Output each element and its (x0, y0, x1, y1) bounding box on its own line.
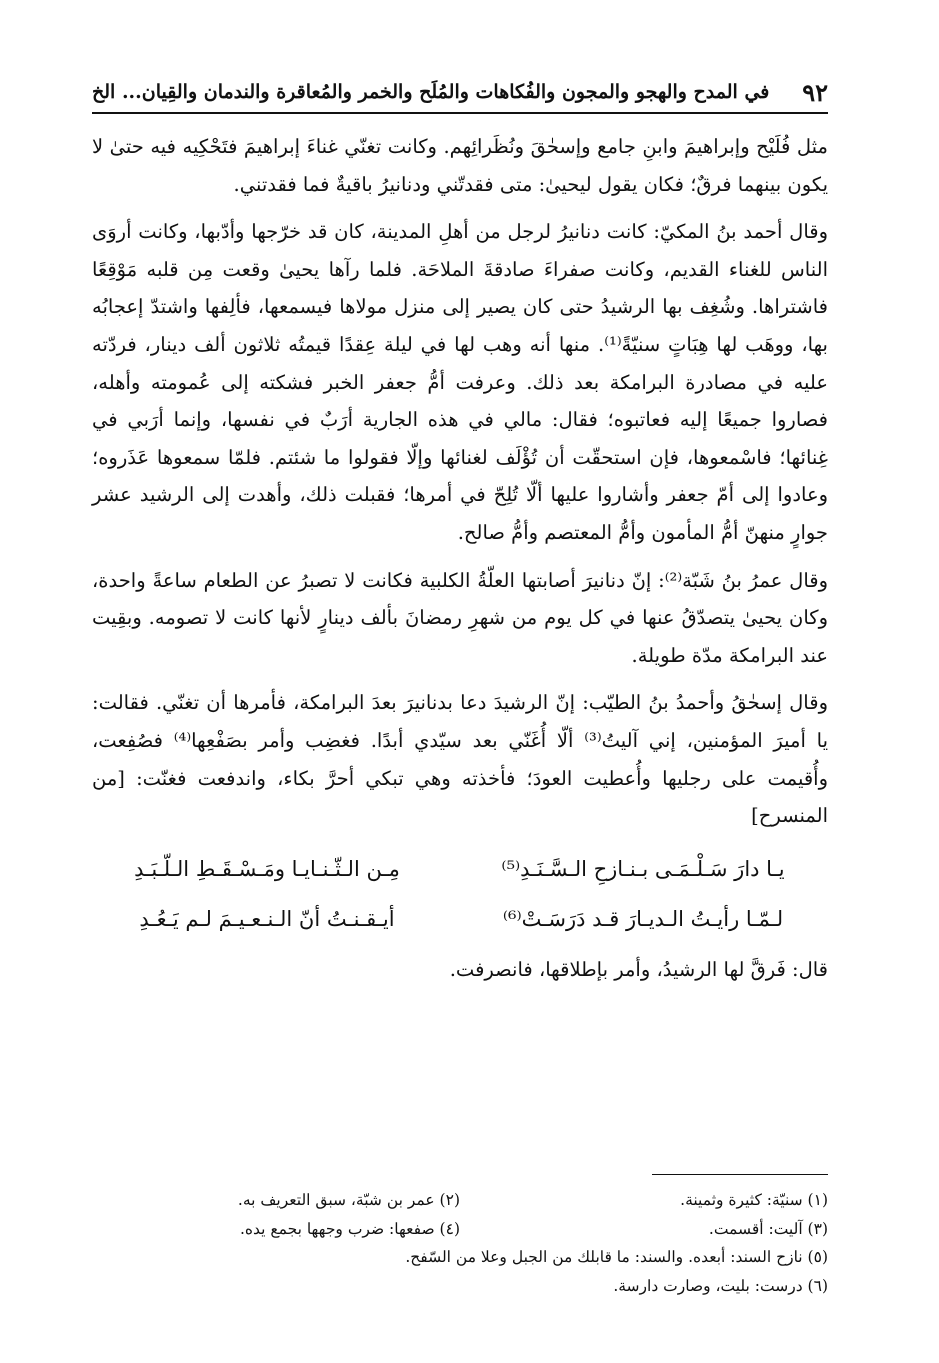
footnote-row (92, 1215, 828, 1244)
verse-second-hemistich: أيـقـنـتُ أنّ الـنـعـيـمَ لـم يَـعُـدِ (139, 906, 395, 931)
paragraph: وقال إسحٰقُ وأحمدُ بنُ الطيّب: إنّ الرشيدَ دعا بدنانيرَ بعدَ البرامكة، فأمرها أن تغنّي. فقالت: يا أميرَ المؤمنين، إني آليتُ⁽³⁾ ألّا أُغَنّي بعد سيّدي أبدًا. فغضِب وأمر بصَفْعِها⁽⁴⁾ فصُفِعت، وأُقيمت على رجليها وأُعطيت العودَ؛ فأخذته وهي تبكي أحرَّ بكاء، واندفعت فغنّت: [من المنسرح] (92, 691, 828, 828)
paragraph: وقال عمرُ بنُ شَبّة⁽²⁾: إنّ دنانيرَ أصابتها العلّةُ الكلبية فكانت لا تصبرُ عن الطعام ساعةً واحدة، وكان يحيىٰ يتصدّقُ عنها في كل يوم من شهرِ رمضانَ بألف دينارٍ لأنها كانت لا تصومه. وبقِيت عند البرامكة مدّة طويلة. (92, 568, 828, 667)
verse-line (92, 895, 828, 945)
poem (92, 845, 828, 945)
main-text (92, 128, 828, 998)
footnote-divider (652, 1174, 828, 1175)
footnote-6: (٦) درست: بليت، وصارت دارسة. (613, 1276, 828, 1295)
verse-line (92, 845, 828, 895)
closing-paragraph: قال: فَرقَّ لها الرشيدُ، وأمر بإطلاقها، فانصرفت. (449, 957, 828, 981)
footnote-3: (٣) آليت: أقسمت. (708, 1219, 828, 1238)
verse-first-hemistich: لـمّـا رأيـتُ الـديـارَ قـد دَرَسَـتْ⁽⁶⁾ (502, 906, 784, 931)
footnote-5: (٥) نازح السند: أبعده. والسند: ما قابلك من الجبل وعلا من السّفح. (405, 1248, 828, 1266)
verse-first-hemistich: يـا دارَ سَـلْـمَـى بـنـازحِ الـسَّـنَـدِ⁽⁵⁾ (501, 856, 785, 881)
paragraph: مثل فُلَيْح وإبراهيمَ وابنِ جامع وإسحٰقَ ونُظَرائِهم. وكانت تغنّي غناءَ إبراهيمَ فتَحْكِيه فيه حتىٰ لا يكون بينهما فرقٌ؛ فكان يقول ليحيىٰ: متى فقدتّني ودنانيرُ باقيةٌ فما فقدتني. (92, 135, 828, 196)
footnotes (92, 1186, 828, 1300)
running-title: في المدح والهجو والمجون والفُكاهات والمُلَح والخمر والمُعاقرة والندمان والقِيان... الخ (92, 81, 770, 103)
paragraph: وقال أحمد بنُ المكيّ: كانت دنانيرُ لرجل من أهلِ المدينة، كان قد خرّجها وأدّبها، وكانت أروَى الناس للغناء القديم، وكانت صفراءَ صادقةَ الملاحَة. فلما رآها يحيىٰ وقعت مِن قلبه مَوْقِعًا فاشتراها. وشُغِف بها الرشيدُ حتى كان يصير إلى منزل مولاها فيسمعها، فألِفها واشتدّ إعجابُه بها، ووهَب لها هِبَاتٍ سنيّةً⁽¹⁾. منها أنه وهب لها في ليلة عِقدًا قيمتُه ثلاثون ألف دينار، فردّته عليه في مصادرة البرامكة بعد ذلك. وعرفت أمُّ جعفر الخبر فشكته إلى عُمومته وأهله، فصاروا جميعًا إليه فعاتبوه؛ فقال: مالي في هذه الجارية أرَبٌ في نفسها، وإنما أرَبي في غِنائها؛ فاسْمعوها، فإن استحقّت أن تُؤْلَف لغنائها وإلّا فقولوا ما شئتم. فلمّا سمعوها عَذَروه؛ وعادوا إلى أمّ جعفر وأشاروا عليها ألّا تُلِحّ في أمرها؛ فقبلت ذلك، وأهدت إلى الرشيد عشر جوارٍ منهنّ أمُّ المأمون وأمُّ المعتصم وأمُّ صالح. (92, 220, 828, 544)
footnote-2: (٢) عمر بن شبّة، سبق التعريف به. (237, 1191, 460, 1209)
footnote-1: (١) سنيّة: كثيرة وثمينة. (680, 1191, 828, 1209)
page-header (92, 72, 828, 114)
footnote-row (92, 1186, 828, 1215)
page-number: ٩٢ (802, 77, 828, 107)
verse-second-hemistich: مِـن الـثّـنـايـا ومَـسْـقَـطِ الـلّـبَـدِ (134, 856, 400, 881)
footnote-4: (٤) صفعها: ضرب وجهها بجمع يده. (239, 1219, 460, 1238)
